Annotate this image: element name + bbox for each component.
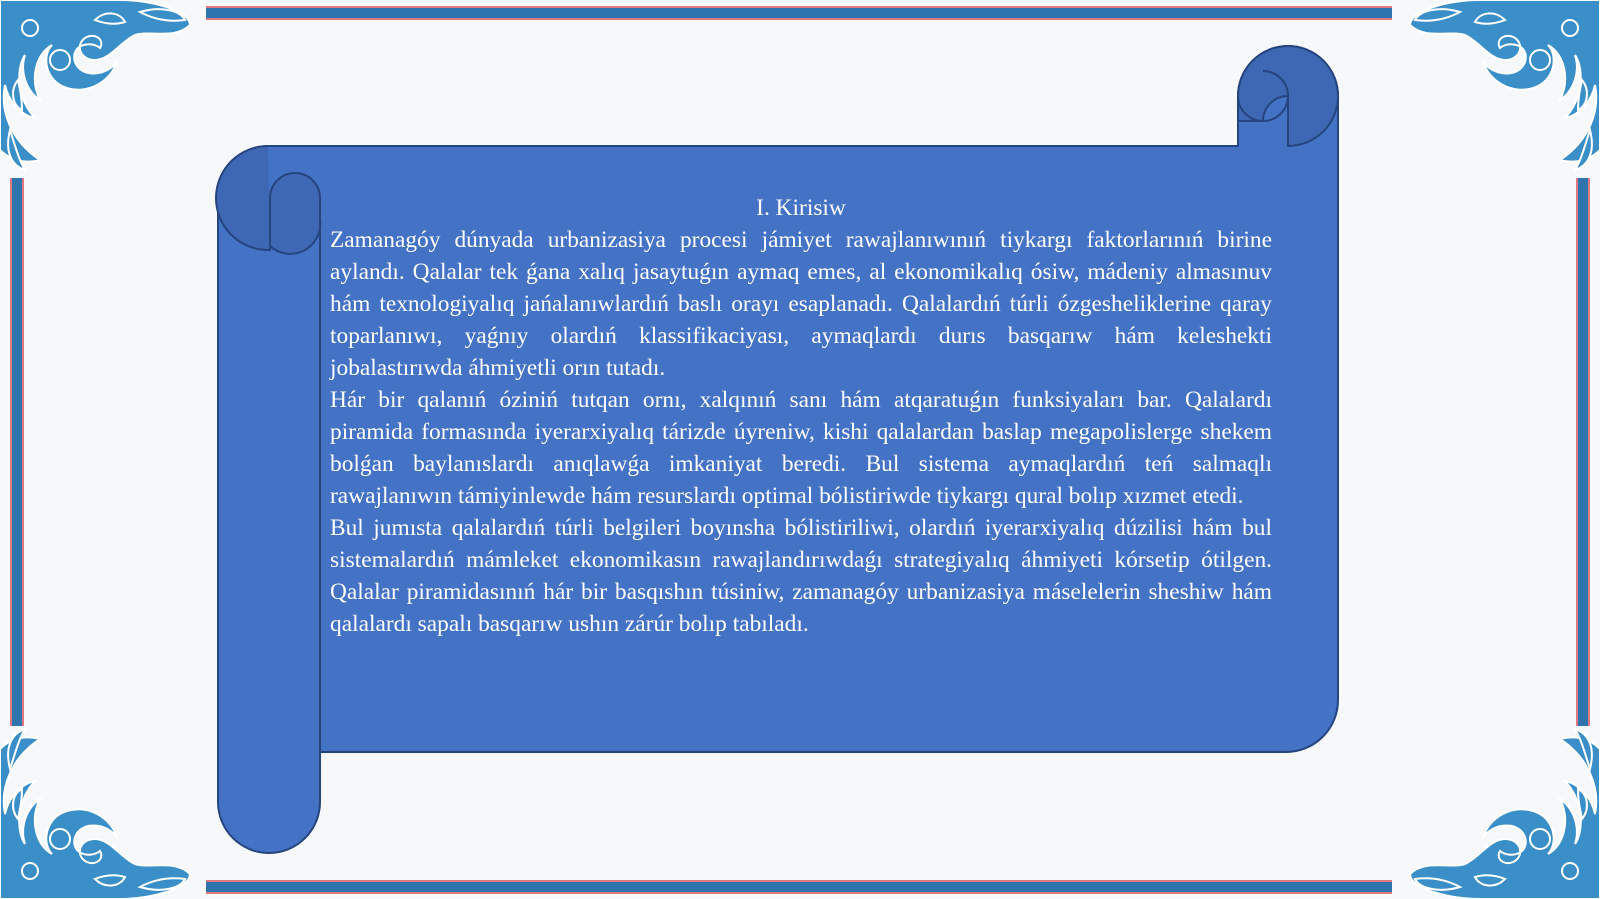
paragraph-2: Hár bir qalanıń óziniń tutqan ornı, xalqınıń sanı hám atqaratuǵın funksiyaları bar. Qalalardı piramida formasında iyerarxiyalıq tárizde úyreniw, kishi qalalardan baslap megapolislerge shekem bolǵan baylanıslardı anıqlawǵa imkaniyat beredi. Bul sistema aymaqlardıń teń salmaqlı rawajlanıwın támiyinlewde hám resurslardı optimal bólistiriwde tiykargı qural bolıp xızmet etedi. bbox=[330, 387, 1272, 509]
scroll-text-content bbox=[330, 192, 1272, 640]
paragraph-1: Zamanagóy dúnyada urbanizasiya procesi jámiyet rawajlanıwınıń tiykargı faktorlarınıń birine aylandı. Qalalar tek ǵana xalıq jasaytuǵın aymaq emes, al ekonomikalıq ósiw, mádeniy almasınuv hám texnologiyalıq jańalanıwlardıń baslı orayı esaplanadı. Qalalardıń túrli ózgesheliklerine qaray toparlanıwı, yaǵnıy olardıń klassifikaciyası, aymaqlardı durıs basqarıw hám keleshekti jobalastırıwda áhmiyetli orın tutadı. bbox=[330, 227, 1272, 381]
slide-title: I. Kirisiw bbox=[756, 195, 846, 221]
paragraph-3: Bul jumısta qalalardıń túrli belgileri boyınsha bólistiriliwi, olardıń iyerarxiyalıq dúzilisi hám bul sistemalardıń mámleket ekonomikasın rawajlandırıwdaǵı strategiyalıq áhmiyeti kórsetip ótilgen. Qalalar piramidasınıń hár bir basqıshın túsiniw, zamanagóy urbanizasiya máselelerin sheshiw hám qalalardı sapalı basqarıw ushın zárúr bolıp tabıladı. bbox=[330, 515, 1272, 637]
